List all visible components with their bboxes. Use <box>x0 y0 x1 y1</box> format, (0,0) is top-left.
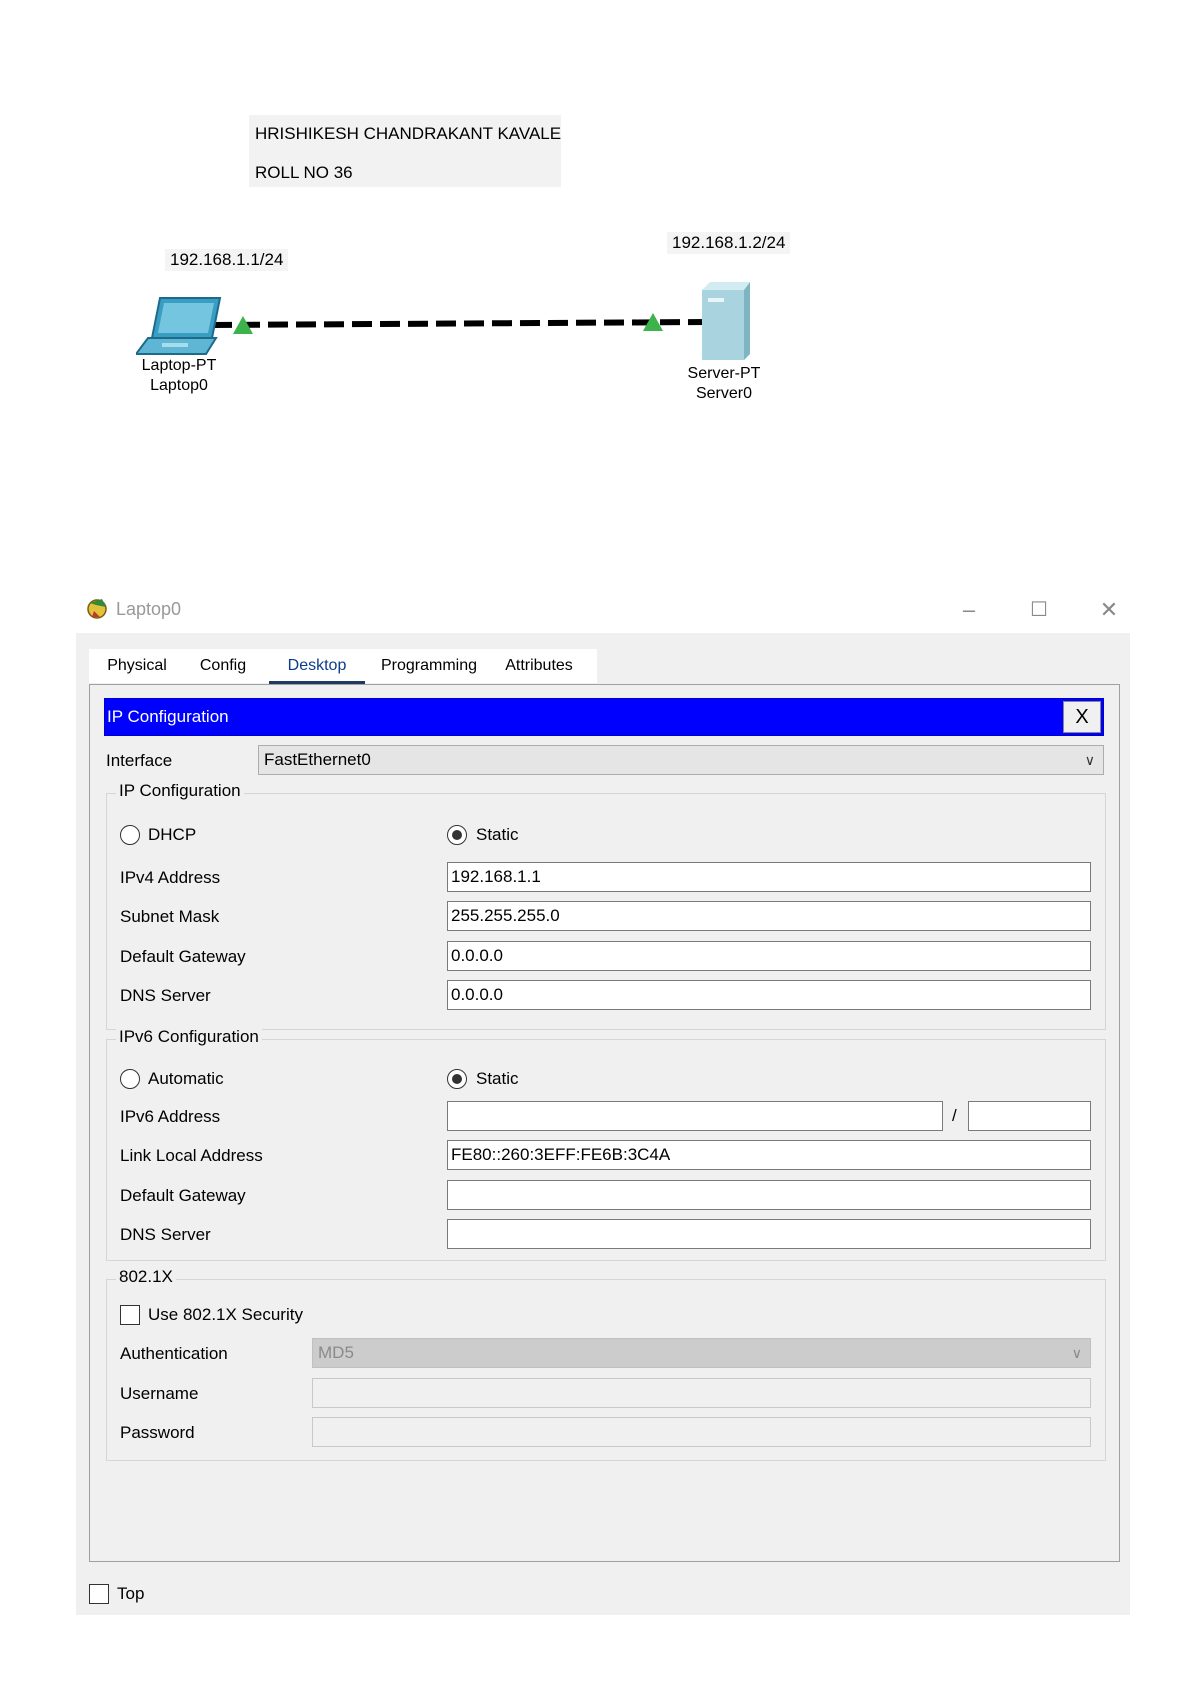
authentication-label: Authentication <box>120 1344 228 1363</box>
tab-desktop[interactable]: Desktop <box>269 649 365 683</box>
tab-config[interactable]: Config <box>199 657 247 674</box>
username-label: Username <box>120 1384 199 1403</box>
dhcp-label: DHCP <box>148 825 197 844</box>
ipv4-address-input[interactable]: 192.168.1.1 <box>447 862 1091 892</box>
static-label-ipv6: Static <box>476 1069 519 1088</box>
static-radio-ipv4[interactable] <box>447 825 467 845</box>
ipv6-dns-input[interactable] <box>447 1219 1091 1249</box>
static-radio-ipv6[interactable] <box>447 1069 467 1089</box>
automatic-radio[interactable] <box>120 1069 140 1089</box>
top-checkbox[interactable] <box>89 1584 109 1604</box>
use-8021x-label: Use 802.1X Security <box>148 1305 303 1324</box>
close-window-button[interactable]: ✕ <box>1099 597 1119 622</box>
laptop-ip-label: 192.168.1.1/24 <box>165 249 288 271</box>
note-roll: ROLL NO 36 <box>255 163 353 182</box>
use-8021x-checkbox[interactable] <box>120 1305 140 1325</box>
maximize-button[interactable]: ☐ <box>1030 599 1048 621</box>
laptop-icon[interactable] <box>136 296 222 356</box>
tab-programming[interactable]: Programming <box>380 657 478 674</box>
prefix-separator: / <box>952 1106 957 1125</box>
ipv6-dns-label: DNS Server <box>120 1225 211 1244</box>
interface-select[interactable] <box>258 745 1104 775</box>
tab-physical[interactable]: Physical <box>107 657 167 674</box>
authentication-value: MD5 <box>318 1343 354 1362</box>
ipv6-address-input[interactable] <box>447 1101 943 1131</box>
link-line <box>212 322 708 325</box>
server-icon[interactable] <box>700 282 752 362</box>
link-local-label: Link Local Address <box>120 1146 263 1165</box>
interface-value: FastEthernet0 <box>264 750 371 769</box>
authentication-select[interactable] <box>312 1338 1091 1368</box>
static-label-ipv4: Static <box>476 825 519 844</box>
chevron-down-icon: ∨ <box>1084 752 1095 768</box>
interface-label: Interface <box>106 751 173 770</box>
ipv6-prefix-input[interactable] <box>968 1101 1091 1131</box>
link-local-input[interactable]: FE80::260:3EFF:FE6B:3C4A <box>447 1140 1091 1170</box>
ipv4-dns-label: DNS Server <box>120 986 211 1005</box>
username-input[interactable] <box>312 1378 1091 1408</box>
server-ip-label: 192.168.1.2/24 <box>667 232 790 254</box>
chevron-down-icon: ∨ <box>1071 1345 1082 1361</box>
subnet-mask-input[interactable]: 255.255.255.0 <box>447 901 1091 931</box>
dot1x-group-title: 802.1X <box>116 1267 176 1287</box>
laptop-name-label: Laptop0 <box>150 377 208 394</box>
ip-config-title: IP Configuration <box>107 707 229 726</box>
subnet-mask-label: Subnet Mask <box>120 907 220 926</box>
sticky-note <box>249 115 561 187</box>
ip-config-close-button[interactable]: X <box>1063 701 1101 733</box>
automatic-label: Automatic <box>148 1069 224 1088</box>
password-input[interactable] <box>312 1417 1091 1447</box>
ipv6-gateway-label: Default Gateway <box>120 1186 246 1205</box>
tab-bar <box>89 649 597 683</box>
packet-tracer-icon <box>84 595 110 621</box>
ipv4-dns-input[interactable]: 0.0.0.0 <box>447 980 1091 1010</box>
ipv6-group-title: IPv6 Configuration <box>116 1027 262 1047</box>
top-label: Top <box>117 1584 145 1603</box>
minimize-button[interactable]: – <box>962 597 976 622</box>
title-bar[interactable] <box>76 587 1130 633</box>
ipv4-gateway-input[interactable]: 0.0.0.0 <box>447 941 1091 971</box>
dhcp-radio[interactable] <box>120 825 140 845</box>
ethernet-link[interactable] <box>200 300 720 340</box>
ipv4-gateway-label: Default Gateway <box>120 947 246 966</box>
ipv4-group-title: IP Configuration <box>116 781 244 801</box>
ipv4-address-label: IPv4 Address <box>120 868 221 887</box>
ip-config-header <box>104 698 1104 736</box>
password-label: Password <box>120 1423 195 1442</box>
server-name-label: Server0 <box>695 385 753 402</box>
ipv6-gateway-input[interactable] <box>447 1180 1091 1210</box>
tab-attributes[interactable]: Attributes <box>505 657 573 674</box>
window-title: Laptop0 <box>116 599 182 619</box>
ipv6-address-label: IPv6 Address <box>120 1107 221 1126</box>
laptop-type-label: Laptop-PT <box>141 357 217 374</box>
note-name: HRISHIKESH CHANDRAKANT KAVALE <box>255 124 562 143</box>
server-type-label: Server-PT <box>687 365 761 382</box>
